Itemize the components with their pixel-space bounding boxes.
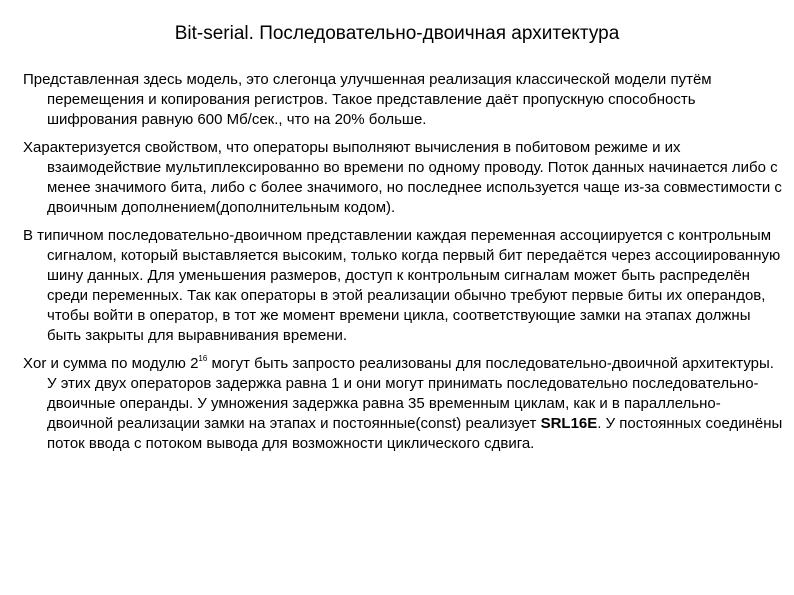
paragraph-bitwise-operators: Характеризуется свойством, что операторы выполняют вычисления в побитовом режиме и их взаимодействие мультиплексированно во времени по одному проводу. Поток данных начинается либо с менее значимого бита, либо с более значимого, но последнее используется чаще из-за совместимости с двоичным дополнением(дополнительным кодом). [23,139,782,216]
slide-title: Bit-serial. Последовательно-двоичная архитектура [174,23,620,44]
paragraph-control-signal: В типичном последовательно-двоичном представлении каждая переменная ассоциируется с контрольным сигналом, который выставляется высоким, только когда первый бит передаётся через ассоциированную шину данных. Для уменьшения размеров, доступ к контрольным сигналам может быть распределён среди переменных. Так как операторы в этой реализации обычно требуют первые биты их операндов, чтобы войти в оператор, в тот же момент времени цикла, соответствующие замки на этапах должны быть закрыты для выравнивания времени. [23,227,781,344]
paragraph-model-description: Представленная здесь модель, это слегонца улучшенная реализация классической модели путём перемещения и копирования регистров. Такое представление даёт пропускную способность шифрования равную 600 Мб/сек., что на 20% больше. [23,71,712,128]
paragraph-xor-sum [23,354,783,454]
srl16e-term: SRL16E [540,415,598,432]
xor-sum-text-middle: могут быть запросто реализованы для последовательно-двоичной архитектуры. У этих двух операторов задержка равна 1 и они могут принимать последовательно последовательно-двоичные операнды. У умножения задержка равна 35 временным циклам, как и в параллельно-двоичной реализации замки на этапах и постоянные(const) реализует [47,355,774,432]
xor-sum-text-start: Xor и сумма по модулю 2 [23,355,199,372]
slide-body [23,70,783,462]
exponent-superscript: 16 [198,354,208,363]
xor-sum-text-end: . У постоянных соединёны поток ввода с потоком вывода для возможности циклического сдвига. [47,415,783,452]
